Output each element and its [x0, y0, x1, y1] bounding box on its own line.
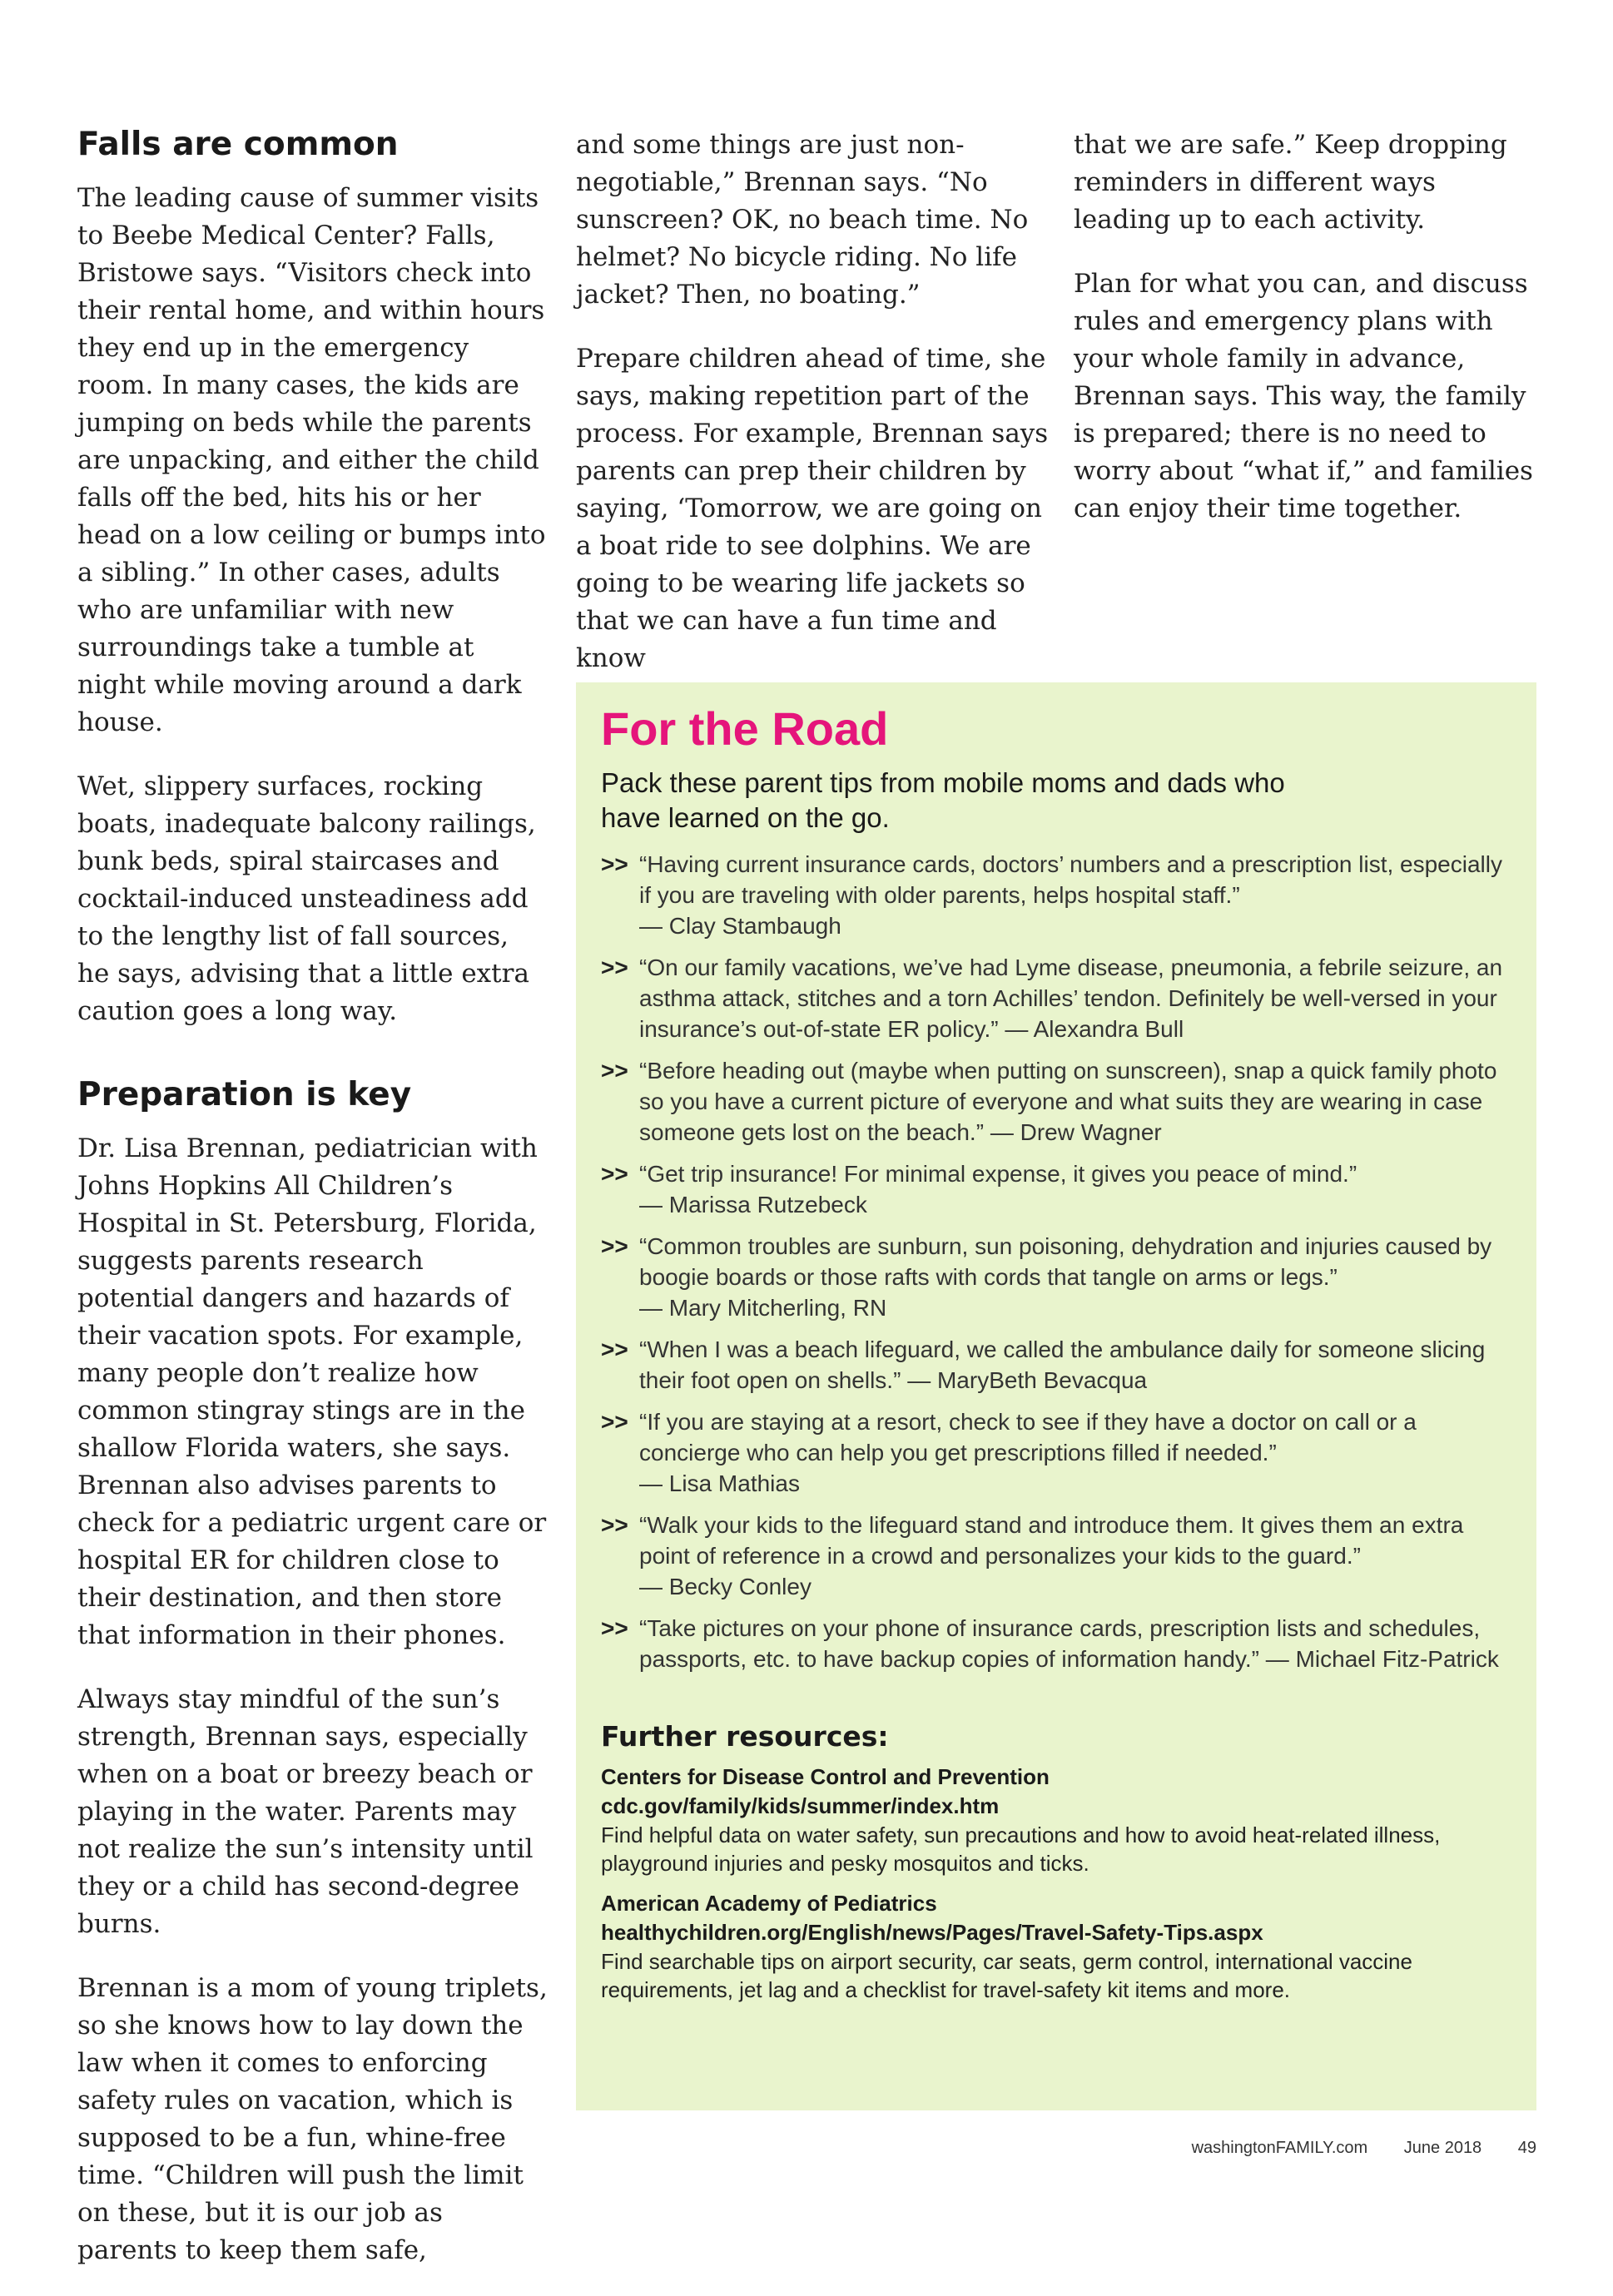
section-heading-preparation: Preparation is key: [77, 1076, 412, 1113]
paragraph: Plan for what you can, and discuss rules and emergency plans with your whole family in advance, Brennan says. This way, the family is prepared; there is no need to worry about “what if,” and families can enjoy their time together.: [1074, 269, 1533, 523]
tip-item: [601, 1158, 1511, 1220]
tip-quote: “Common troubles are sunburn, sun poisoning, dehydration and injuries caused by boogie boards or those rafts with cords that tangle on arms or legs.”: [639, 1233, 1492, 1290]
tip-item: [601, 1334, 1511, 1396]
resource-description: Find helpful data on water safety, sun precautions and how to avoid heat-related illness, playground injuries and pesky mosquitos and ticks.: [601, 1822, 1441, 1876]
footer-site: washingtonFAMILY.com: [1191, 2139, 1368, 2157]
paragraph: Wet, slippery surfaces, rocking boats, inadequate balcony railings, bunk beds, spiral staircases and cocktail-induced unsteadiness add to the lengthy list of fall sources, he says, advising that a little extra caution goes a long way.: [77, 771, 536, 1026]
double-chevron-icon: >>: [601, 1409, 628, 1435]
double-chevron-icon: >>: [601, 851, 628, 877]
double-chevron-icon: >>: [601, 1058, 628, 1084]
tip-author: — Drew Wagner: [990, 1119, 1162, 1145]
further-resources: [601, 1719, 1511, 2004]
tip-item: [601, 849, 1511, 941]
tip-item: [601, 1510, 1511, 1602]
for-the-road-sidebar: [576, 682, 1536, 2110]
tip-author: — Becky Conley: [639, 1574, 811, 1599]
page-footer: [1192, 2139, 1536, 2158]
tip-quote: “Walk your kids to the lifeguard stand and introduce them. It gives them an extra point of reference in a crowd and personalizes your kids to the guard.”: [639, 1512, 1464, 1569]
paragraph: Brennan is a mom of young triplets, so she knows how to lay down the law when it comes to enforcing safety rules on vacation, which is supposed to be a fun, whine-free time. “Children will push the limit on these, but it is our job as parents to keep them safe,: [77, 1973, 548, 2265]
section-heading-falls: Falls are common: [77, 126, 399, 163]
double-chevron-icon: >>: [601, 1615, 628, 1641]
tip-quote: “If you are staying at a resort, check to see if they have a doctor on call or a concierge who can help you get prescriptions filled if needed.”: [639, 1409, 1417, 1465]
double-chevron-icon: >>: [601, 1161, 628, 1187]
tip-author: — Michael Fitz-Patrick: [1265, 1646, 1499, 1672]
resource-org: American Academy of Pediatrics: [601, 1891, 937, 1916]
tip-item: [601, 1613, 1511, 1674]
tip-author: — Marissa Rutzebeck: [639, 1192, 867, 1217]
resource-link[interactable]: cdc.gov/family/kids/summer/index.htm: [601, 1793, 1000, 1818]
article-column-1: [77, 125, 548, 2296]
footer-issue: June 2018: [1403, 2139, 1482, 2157]
resource-description: Find searchable tips on airport security, car seats, germ control, international vaccine requirements, jet lag and a checklist for travel-safety kit items and more.: [601, 1949, 1412, 2002]
tip-author: — Alexandra Bull: [1005, 1016, 1184, 1042]
double-chevron-icon: >>: [601, 1512, 628, 1538]
tip-quote: “When I was a beach lifeguard, we called the ambulance daily for someone slicing their foot open on shells.”: [639, 1336, 1486, 1393]
paragraph: Dr. Lisa Brennan, pediatrician with Johns Hopkins All Children’s Hospital in St. Petersburg, Florida, suggests parents research potential dangers and hazards of their vacation spots. For example, many people don’t realize how common stingray stings are in the shallow Florida waters, she says. Brennan also advises parents to check for a pediatric urgent care or hospital ER for children close to their destination, and then store that information in their phones.: [77, 1133, 547, 1650]
tip-item: [601, 952, 1511, 1044]
paragraph: The leading cause of summer visits to Beebe Medical Center? Falls, Bristowe says. “Visitors check into their rental home, and within hours they end up in the emergency room. In many cases, the kids are jumping on beds while the parents are unpacking, and either the child falls off the bed, hits his or her head on a low ceiling or bumps into a sibling.” In other cases, adults who are unfamiliar with new surroundings take a tumble at night while moving around a dark house.: [77, 183, 546, 737]
tip-quote: “Having current insurance cards, doctors’ numbers and a prescription list, especially if you are traveling with older parents, helps hospital staff.”: [639, 851, 1502, 908]
paragraph: and some things are just non-negotiable,” Brennan says. “No sunscreen? OK, no beach time. No helmet? No bicycle riding. No life jacket? Then, no boating.”: [576, 130, 1029, 310]
page-number: 49: [1517, 2139, 1536, 2157]
tip-item: [601, 1406, 1511, 1499]
tip-quote: “Get trip insurance! For minimal expense, it gives you peace of mind.”: [639, 1161, 1357, 1187]
resource-link[interactable]: healthychildren.org/English/news/Pages/Travel-Safety-Tips.aspx: [601, 1920, 1263, 1945]
article-column-2: [576, 126, 1050, 704]
double-chevron-icon: >>: [601, 1233, 628, 1259]
tip-quote: “Before heading out (maybe when putting on sunscreen), snap a quick family photo so you have a current picture of everyone and what suits they are wearing in case someone gets lost on the beach.”: [639, 1058, 1497, 1145]
tip-author: — MaryBeth Bevacqua: [907, 1367, 1148, 1393]
sidebar-intro: Pack these parent tips from mobile moms and dads who have learned on the go.: [601, 767, 1285, 833]
double-chevron-icon: >>: [601, 955, 628, 980]
sidebar-title: For the Road: [601, 702, 889, 755]
tip-author: — Clay Stambaugh: [639, 913, 841, 939]
tip-author: — Mary Mitcherling, RN: [639, 1295, 887, 1321]
paragraph: Prepare children ahead of time, she says, making repetition part of the process. For example, Brennan says parents can prep their children by saying, ‘Tomorrow, we are going on a boat ride to see dolphins. We are going to be wearing life jackets so that we can have a fun time and know: [576, 344, 1049, 673]
tip-quote: “On our family vacations, we’ve had Lyme disease, pneumonia, a febrile seizure, an asthma attack, stitches and a torn Achilles’ tendon. Definitely be well-versed in your insurance’s out-of-state ER policy.”: [639, 955, 1503, 1042]
double-chevron-icon: >>: [601, 1336, 628, 1362]
paragraph: that we are safe.” Keep dropping reminders in different ways leading up to each activity.: [1074, 130, 1507, 235]
tip-item: [601, 1055, 1511, 1148]
tip-author: — Lisa Mathias: [639, 1470, 800, 1496]
tip-quote: “Take pictures on your phone of insurance cards, prescription lists and schedules, passports, etc. to have backup copies of information handy.”: [639, 1615, 1481, 1672]
tip-item: [601, 1231, 1511, 1323]
resources-heading: Further resources:: [601, 1720, 889, 1753]
article-column-3: [1074, 126, 1540, 554]
paragraph: Always stay mindful of the sun’s strength, Brennan says, especially when on a boat or breezy beach or playing in the water. Parents may not realize the sun’s intensity until they or a child has second-degree burns.: [77, 1684, 534, 1939]
resource-org: Centers for Disease Control and Prevention: [601, 1764, 1050, 1789]
